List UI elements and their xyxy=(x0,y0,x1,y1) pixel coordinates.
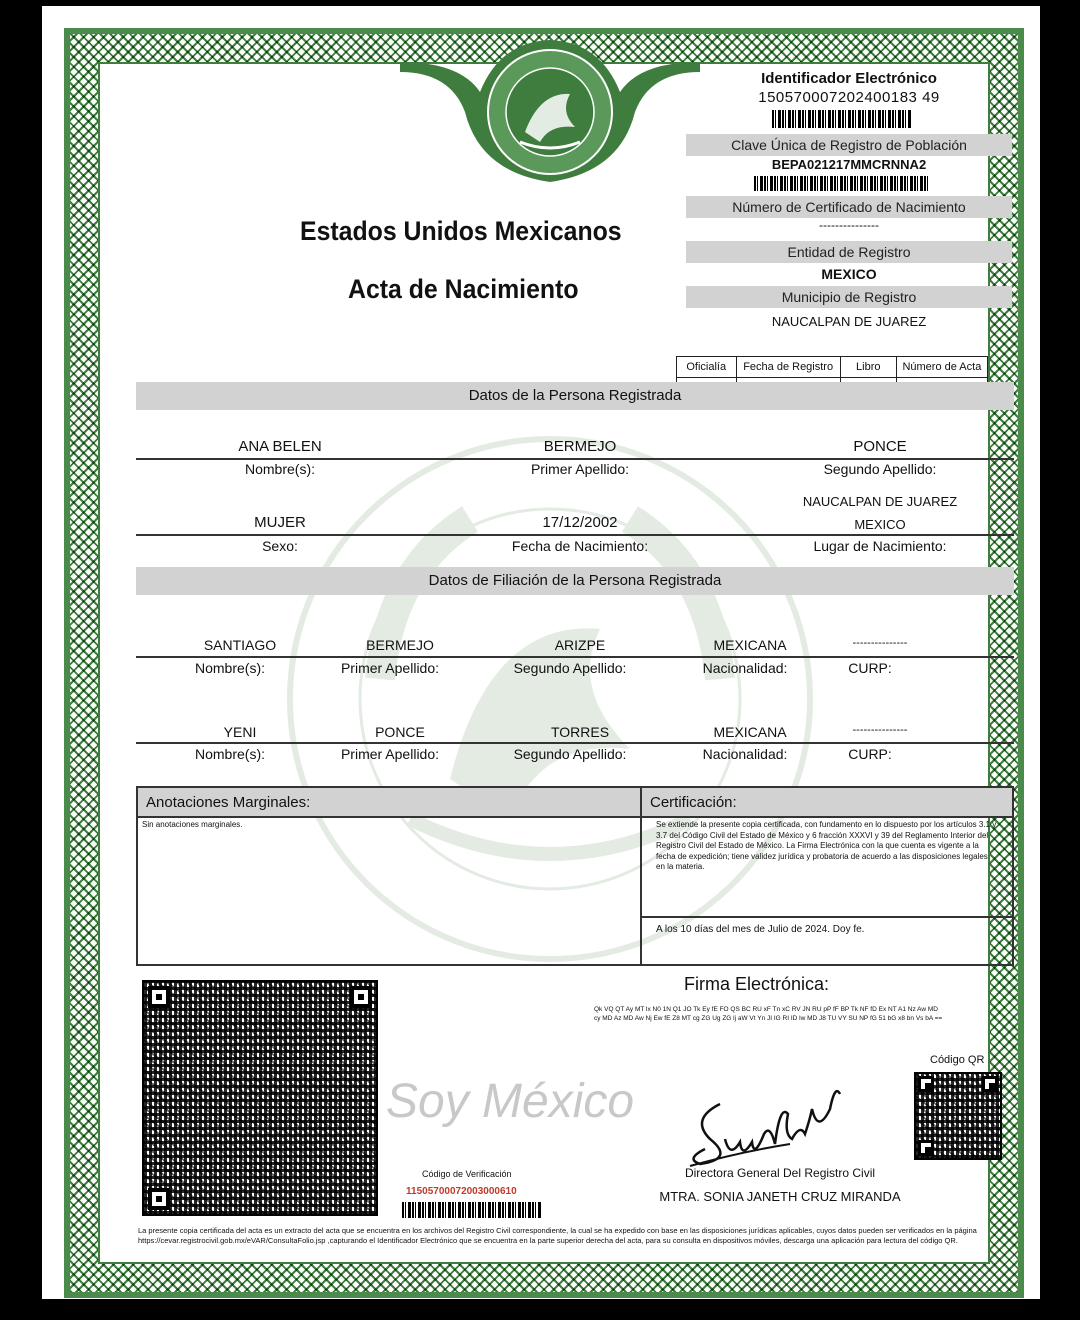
annotations-text: Sin anotaciones marginales. xyxy=(142,820,243,829)
decorative-border xyxy=(64,28,1024,1298)
divider xyxy=(136,534,1014,536)
document-sheet xyxy=(42,6,1040,1299)
qr-finder-icon xyxy=(350,986,372,1008)
cert-number-value: --------------- xyxy=(819,218,879,232)
verification-code: 11505700072003000610 xyxy=(406,1186,517,1197)
parent2-second-surname-label: Segundo Apellido: xyxy=(513,746,627,762)
person-name: ANA BELEN xyxy=(238,438,322,455)
qr-finder-icon xyxy=(148,986,170,1008)
small-qr-code xyxy=(914,1072,1002,1160)
large-qr-code xyxy=(142,980,378,1216)
electronic-id-barcode xyxy=(772,110,912,128)
handwritten-signature-icon xyxy=(680,1064,870,1174)
cert-number-label: Número de Certificado de Nacimiento xyxy=(686,196,1012,218)
qr-finder-icon xyxy=(918,1076,934,1092)
verification-barcode xyxy=(402,1202,542,1218)
certification-text: Se extiende la presente copia certificada, con fundamento en lo dispuesto por los artículos 3.1 y 3.7 del Código Civil del Estado de México y 6 fracción XXXVI y 39 del Reglamento Interior del Registro Civil del Estado de México. La Firma Electrónica con la que cuenta es vigente a la fecha de expedición; tiene validez jurídica y probatoria de acuerdo a las disposiciones legales en la materia. xyxy=(642,818,1012,918)
curp-label: Clave Única de Registro de Población xyxy=(686,134,1012,156)
birth-place-state: MEXICO xyxy=(854,517,906,532)
parent2-first-surname-label: Primer Apellido: xyxy=(340,746,440,762)
divider xyxy=(136,656,1014,658)
entity-value: MEXICO xyxy=(821,266,877,282)
sex-label: Sexo: xyxy=(262,538,298,554)
director-title: Directora General Del Registro Civil xyxy=(684,1166,876,1180)
parent2-first-surname: PONCE xyxy=(375,724,425,740)
certification-date-line: A los 10 días del mes de Julio de 2024. Doy fe. xyxy=(656,924,865,935)
first-surname-label: Primer Apellido: xyxy=(530,461,630,477)
signature-title: Firma Electrónica: xyxy=(684,974,830,994)
person-sex: MUJER xyxy=(254,514,306,531)
parent2-curp: --------------- xyxy=(852,724,908,736)
entity-label: Entidad de Registro xyxy=(686,241,1012,263)
person-birth-date: 17/12/2002 xyxy=(542,514,618,531)
qr-finder-icon xyxy=(918,1140,934,1156)
person-first-surname: BERMEJO xyxy=(543,438,617,455)
birth-place-municipality: NAUCALPAN DE JUAREZ xyxy=(802,494,958,509)
certification-box xyxy=(640,786,1014,966)
document-title: Acta de Nacimiento xyxy=(348,274,579,304)
small-qr-label: Código QR xyxy=(930,1054,985,1066)
parent1-first-surname-label: Primer Apellido: xyxy=(340,660,440,676)
certification-title: Certificación: xyxy=(642,788,1012,818)
book-header: Libro xyxy=(840,357,896,378)
document-body xyxy=(98,62,997,1264)
parent2-nationality: MEXICANA xyxy=(713,724,787,740)
birth-place-label: Lugar de Nacimiento: xyxy=(813,538,947,554)
national-seal-icon xyxy=(400,32,700,192)
curp-value: BEPA021217MMCRNNA2 xyxy=(771,157,927,172)
second-surname-label: Segundo Apellido: xyxy=(823,461,937,477)
parent1-name-label: Nombre(s): xyxy=(194,660,265,676)
person-second-surname: PONCE xyxy=(853,438,907,455)
parent1-first-surname: BERMEJO xyxy=(366,637,434,653)
electronic-id-value: 150570007202400183 49 xyxy=(758,89,940,106)
parent1-nationality-label: Nacionalidad: xyxy=(702,660,788,676)
parent2-nationality-label: Nacionalidad: xyxy=(702,746,788,762)
divider xyxy=(136,458,1014,460)
office-header: Oficialía xyxy=(677,357,737,378)
parent1-curp: --------------- xyxy=(852,637,908,649)
registration-date-header: Fecha de Registro xyxy=(736,357,840,378)
municipality-label: Municipio de Registro xyxy=(686,286,1012,308)
birth-date-label: Fecha de Nacimiento: xyxy=(511,538,649,554)
slogan-text: Soy México xyxy=(386,1075,635,1128)
parent2-name: YENI xyxy=(223,724,257,740)
municipality-value: NAUCALPAN DE JUAREZ xyxy=(771,314,927,329)
verification-label: Código de Verificación xyxy=(422,1169,512,1179)
parent1-second-surname: ARIZPE xyxy=(554,637,606,653)
country-title: Estados Unidos Mexicanos xyxy=(300,216,622,246)
parent1-second-surname-label: Segundo Apellido: xyxy=(513,660,627,676)
parent1-curp-label: CURP: xyxy=(848,660,892,676)
act-number-header: Número de Acta xyxy=(896,357,987,378)
parent2-curp-label: CURP: xyxy=(848,746,892,762)
annotations-box xyxy=(136,786,642,966)
divider xyxy=(136,742,1014,744)
qr-finder-icon xyxy=(982,1076,998,1092)
parent1-name: SANTIAGO xyxy=(203,637,277,653)
annotations-title: Anotaciones Marginales: xyxy=(138,788,640,818)
parent2-second-surname: TORRES xyxy=(550,724,610,740)
footer-legal-text: La presente copia certificada del acta es un extracto del acta que se encuentra en los archivos del Registro Civil correspondiente, la cual se ha expedido con base en las disposiciones jurídicas aplicables, cuyos datos pueden ser verificados en la página https://cevar.registrocivil.gob.mx/eVAR/ConsultaFolio.jsp ,capturando el Identificador Electrónico que se encuentra en la parte superior derecha del acta, para su consulta en dispositivos móviles, descarga una aplicación para lectura del código QR. xyxy=(138,1226,977,1245)
name-label: Nombre(s): xyxy=(244,461,315,477)
person-section-title: Datos de la Persona Registrada xyxy=(136,382,1014,410)
qr-finder-icon xyxy=(148,1188,170,1210)
parent2-name-label: Nombre(s): xyxy=(194,746,265,762)
curp-barcode xyxy=(754,176,930,191)
director-name: MTRA. SONIA JANETH CRUZ MIRANDA xyxy=(659,1189,901,1204)
filiation-section-title: Datos de Filiación de la Persona Registrada xyxy=(136,567,1014,595)
parent1-nationality: MEXICANA xyxy=(713,637,787,653)
electronic-id-label: Identificador Electrónico xyxy=(761,70,937,87)
signature-hash: Qk VQ QT Ay MT lx N0 1N Q1 JO Tk Ey fE FO QS BC RU xF Tn xC RV JN RU pP fF BP Tk NF fD Ex NT A1 Nz Aw MD cy MD Az MD Aw Nj Ew fE Z8 MT cg ZG Ug ZG lj aW Vt Yn JI IG RI ID lw MD J8 TU VY SU NP fG 51 bG x8 bn Vs bA == xyxy=(594,1006,943,1022)
